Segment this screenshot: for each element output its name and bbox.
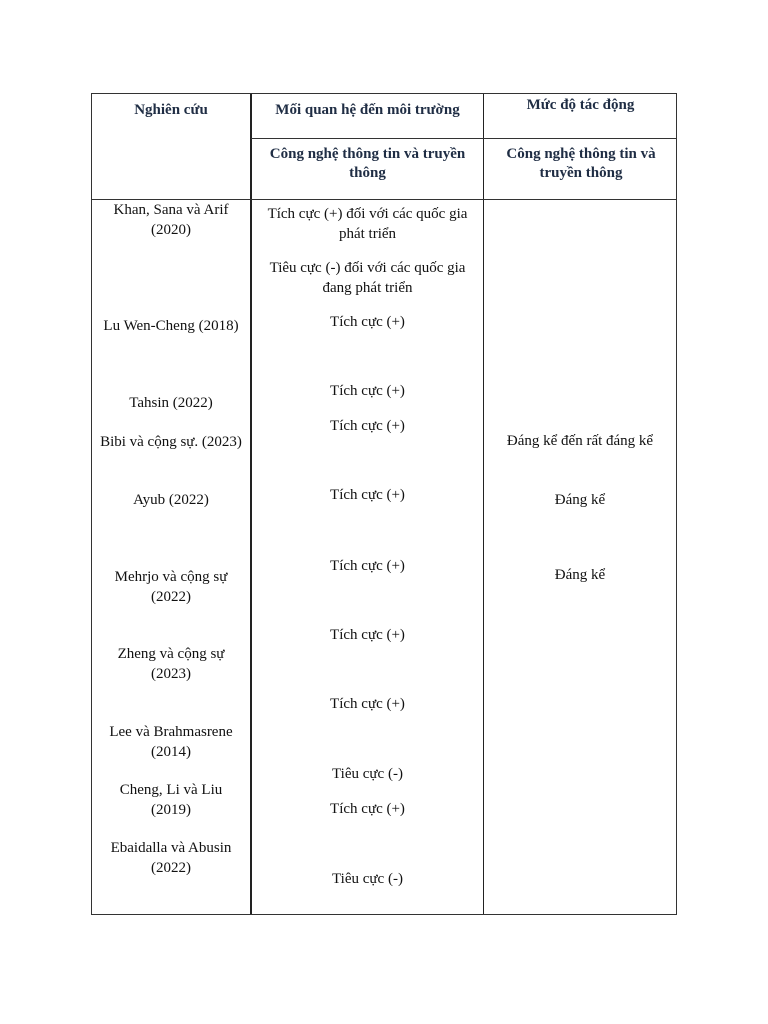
subheader-relationship: Công nghệ thông tin và truyền thông	[269, 146, 466, 181]
study-cell: Cheng, Li và Liu (2019)	[119, 782, 223, 818]
column-divider	[483, 94, 484, 914]
impact-cell: Đáng kể	[554, 492, 606, 508]
relationship-cell: Tích cực (+)	[330, 314, 405, 330]
header-impact: Mức độ tác động	[526, 97, 635, 113]
study-cell: Tahsin (2022)	[129, 395, 213, 411]
header-relationship: Mối quan hệ đến môi trường	[275, 102, 460, 118]
relationship-cell: Tích cực (+) đối với các quốc gia phát triển	[267, 206, 468, 242]
impact-cell: Đáng kể đến rất đáng kể	[506, 433, 654, 449]
relationship-cell: Tiêu cực (-) đối với các quốc gia đang phát triển	[269, 260, 466, 296]
column-divider	[250, 94, 252, 914]
study-cell: Mehrjo và cộng sự (2022)	[114, 569, 228, 605]
relationship-cell: Tiêu cực (-)	[332, 871, 403, 887]
impact-cell: Đáng kể	[554, 567, 606, 583]
study-cell: Lu Wen-Cheng (2018)	[103, 318, 239, 334]
relationship-cell: Tích cực (+)	[330, 383, 405, 399]
relationship-cell: Tích cực (+)	[330, 801, 405, 817]
relationship-cell: Tích cực (+)	[330, 627, 405, 643]
study-cell: Zheng và cộng sự (2023)	[117, 646, 225, 682]
study-cell: Ebaidalla và Abusin (2022)	[110, 840, 232, 876]
relationship-cell: Tiêu cực (-)	[332, 766, 403, 782]
row-divider	[92, 199, 677, 200]
study-cell: Khan, Sana và Arif (2020)	[113, 202, 229, 238]
relationship-cell: Tích cực (+)	[330, 558, 405, 574]
study-cell: Bibi và cộng sự. (2023)	[100, 434, 242, 450]
relationship-cell: Tích cực (+)	[330, 418, 405, 434]
header-study: Nghiên cứu	[134, 102, 208, 118]
subheader-impact: Công nghệ thông tin và truyền thông	[506, 146, 656, 181]
results-table	[91, 93, 677, 915]
study-cell: Ayub (2022)	[133, 492, 209, 508]
study-cell: Lee và Brahmasrene (2014)	[109, 724, 233, 760]
relationship-cell: Tích cực (+)	[330, 487, 405, 503]
row-divider	[251, 138, 677, 139]
relationship-cell: Tích cực (+)	[330, 696, 405, 712]
